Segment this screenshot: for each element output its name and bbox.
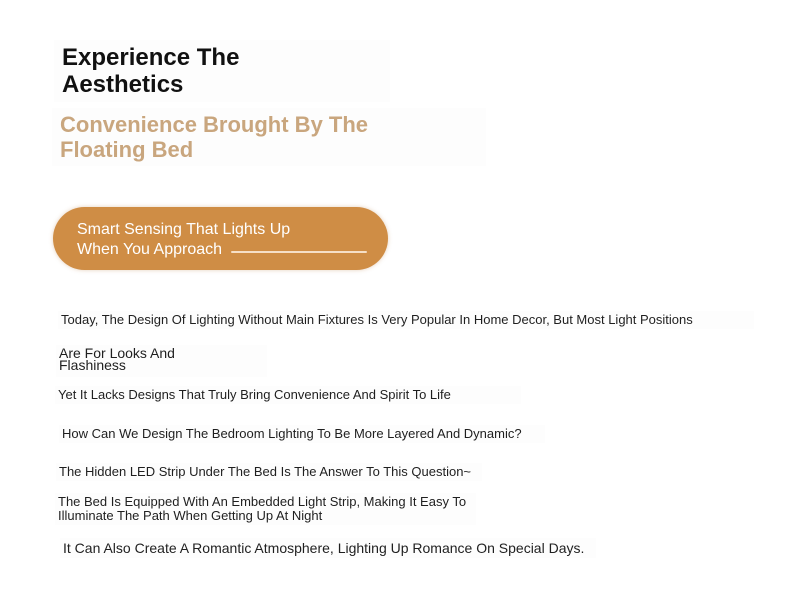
page-title-line-2: Aesthetics [62,71,184,98]
feature-pill-glow-line [231,251,367,253]
paragraph-answer: The Hidden LED Strip Under The Bed Is The Answer To This Question~ [56,463,482,481]
paragraph-question: How Can We Design The Bedroom Lighting To Be More Layered And Dynamic? [59,425,545,443]
paragraph-looks-line-1: Are For Looks And [59,345,175,361]
feature-pill [53,207,388,270]
feature-pill-line-2: When You Approach [77,241,223,258]
paragraph-embedded-strip-line-1: The Bed Is Equipped With An Embedded Light Strip, Making It Easy To [58,494,467,509]
page-subtitle [52,108,486,166]
page-subtitle-line-2: Floating Bed [60,137,194,162]
page-title [54,40,390,102]
paragraph-embedded-strip [55,493,476,525]
paragraph-lacks-design: Yet It Lacks Designs That Truly Bring Convenience And Spirit To Life [55,386,521,404]
page-subtitle-line-1: Convenience Brought By The [60,112,369,137]
paragraph-embedded-strip-line-2: Illuminate The Path When Getting Up At Night [58,508,323,523]
feature-pill-text [77,220,367,260]
paragraph-looks-line-2: Flashiness [59,357,126,373]
page-title-line-1: Experience The [62,44,240,71]
paragraph-looks [56,345,267,377]
feature-pill-line-1: Smart Sensing That Lights Up [77,221,291,238]
paragraph-lighting-trend: Today, The Design Of Lighting Without Main Fixtures Is Very Popular In Home Decor, But Most Light Positions [58,311,754,329]
paragraph-romantic-atmosphere: It Can Also Create A Romantic Atmosphere, Lighting Up Romance On Special Days. [60,538,596,558]
